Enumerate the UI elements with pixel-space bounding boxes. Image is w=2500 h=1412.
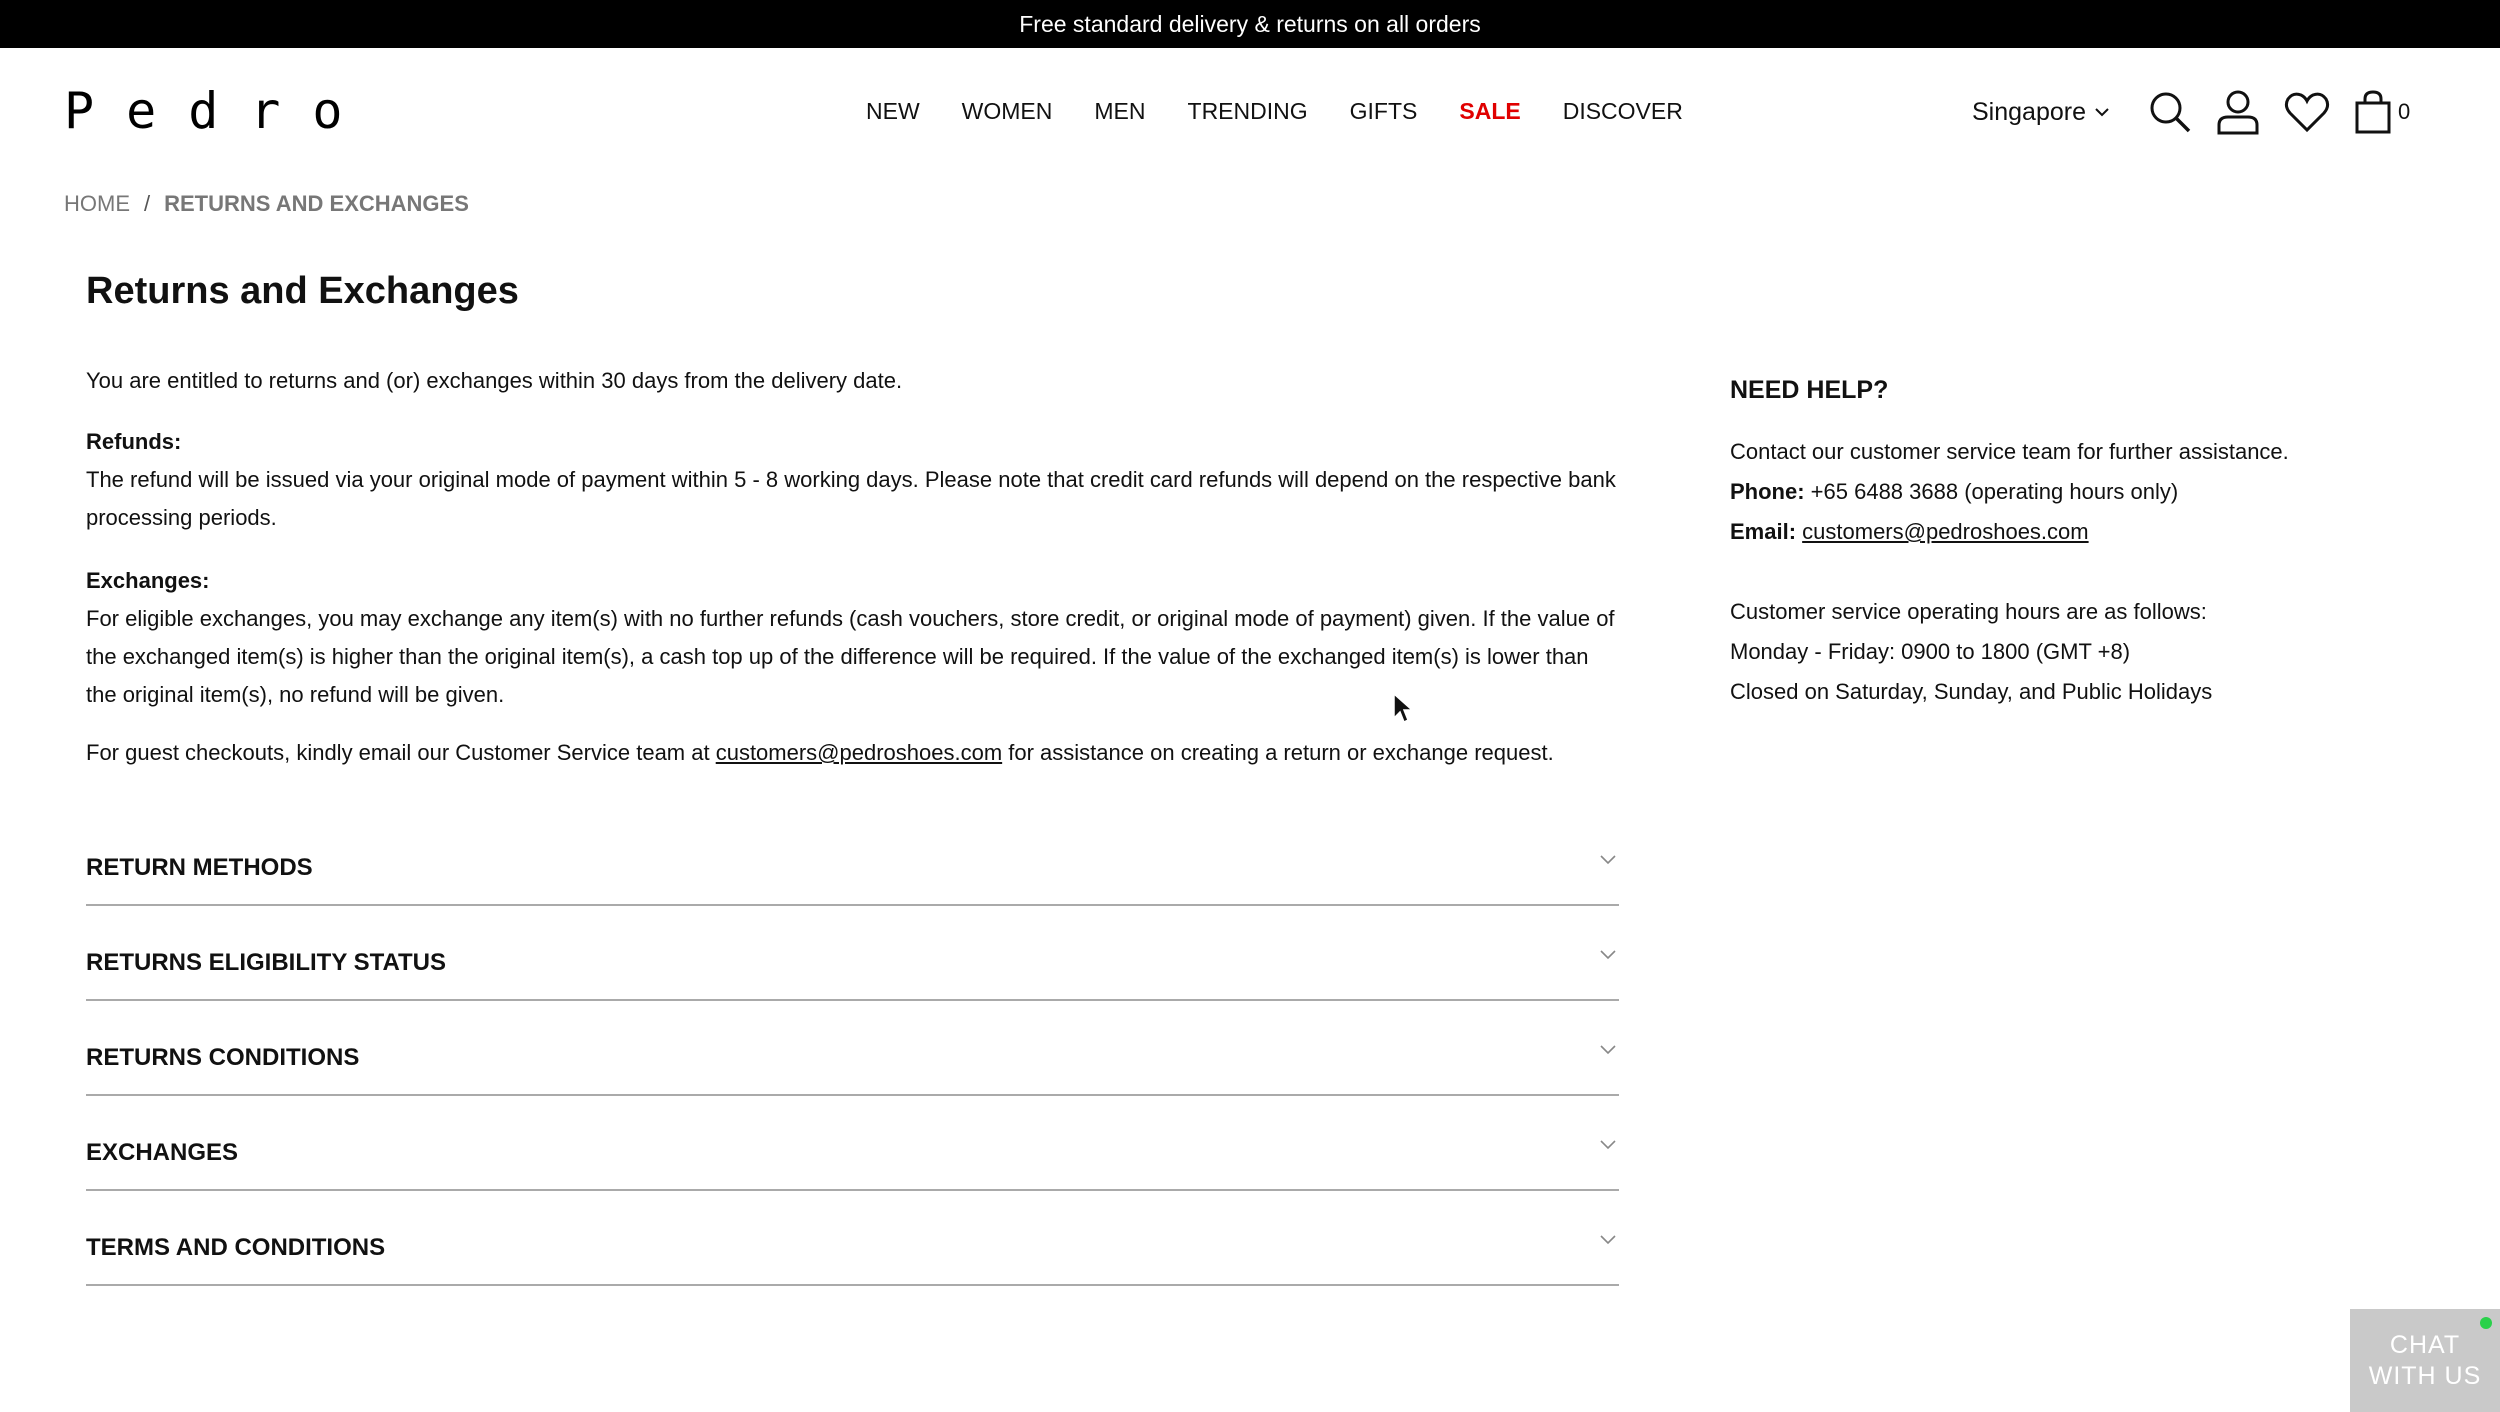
email-label: Email: bbox=[1730, 519, 1797, 544]
refunds-label: Refunds: bbox=[86, 429, 182, 454]
wishlist-button[interactable] bbox=[2284, 91, 2330, 133]
main-content bbox=[86, 270, 1621, 765]
nav-trending[interactable]: TRENDING bbox=[1187, 98, 1308, 124]
nav-women[interactable]: WOMEN bbox=[961, 98, 1053, 124]
accordion-label: EXCHANGES bbox=[86, 1139, 239, 1166]
chevron-down-icon bbox=[1599, 1040, 1617, 1056]
header-actions bbox=[1972, 84, 2410, 140]
chevron-down-icon bbox=[2094, 107, 2110, 117]
mouse-cursor-icon bbox=[1392, 692, 1414, 724]
chat-with-us-button[interactable] bbox=[2350, 1309, 2500, 1412]
search-icon bbox=[2148, 90, 2192, 134]
main-nav bbox=[866, 98, 1725, 125]
chevron-down-icon bbox=[1599, 1135, 1617, 1151]
guest-text-before: For guest checkouts, kindly email our Customer Service team at bbox=[86, 740, 716, 765]
breadcrumb-home[interactable]: HOME bbox=[64, 191, 130, 216]
pedro-logo[interactable]: Pedro bbox=[64, 82, 375, 140]
account-button[interactable] bbox=[2216, 89, 2260, 135]
accordion-label: TERMS AND CONDITIONS bbox=[86, 1234, 386, 1261]
guest-email-link[interactable]: customers@pedroshoes.com bbox=[715, 740, 1003, 765]
hours-closed: Closed on Saturday, Sunday, and Public Holidays bbox=[1730, 679, 2213, 704]
hours-intro: Customer service operating hours are as follows: bbox=[1730, 599, 2207, 624]
phone-value: +65 6488 3688 (operating hours only) bbox=[1804, 479, 2179, 504]
heart-icon bbox=[2284, 91, 2330, 133]
chevron-down-icon bbox=[1599, 945, 1617, 961]
nav-new[interactable]: NEW bbox=[866, 98, 920, 124]
chat-line-1: CHAT bbox=[2389, 1330, 2461, 1359]
breadcrumb bbox=[64, 191, 469, 217]
help-email-link[interactable]: customers@pedroshoes.com bbox=[1802, 519, 2089, 544]
nav-sale[interactable]: SALE bbox=[1459, 98, 1521, 124]
accordion-label: RETURN METHODS bbox=[86, 854, 313, 881]
page-title: Returns and Exchanges bbox=[86, 270, 519, 312]
accordion-exchanges[interactable] bbox=[86, 1097, 1619, 1191]
help-title: NEED HELP? bbox=[1730, 376, 1889, 404]
need-help-panel bbox=[1730, 370, 2350, 712]
accordion-returns-eligibility-status[interactable] bbox=[86, 907, 1619, 1001]
policy-accordion bbox=[86, 812, 1619, 1287]
chat-line-2: WITH US bbox=[2368, 1361, 2482, 1390]
nav-men[interactable]: MEN bbox=[1094, 98, 1146, 124]
accordion-return-methods[interactable] bbox=[86, 812, 1619, 906]
nav-discover[interactable]: DISCOVER bbox=[1562, 98, 1683, 124]
cart-button[interactable] bbox=[2354, 90, 2410, 134]
exchanges-section bbox=[86, 562, 1621, 714]
accordion-returns-conditions[interactable] bbox=[86, 1002, 1619, 1096]
search-button[interactable] bbox=[2148, 90, 2192, 134]
country-label: Singapore bbox=[1972, 97, 2086, 126]
phone-label: Phone: bbox=[1730, 479, 1805, 504]
refunds-section bbox=[86, 423, 1621, 537]
online-status-dot bbox=[2480, 1317, 2492, 1329]
breadcrumb-separator: / bbox=[144, 191, 151, 216]
announcement-text: Free standard delivery & returns on all orders bbox=[1019, 10, 1481, 37]
accordion-label: RETURNS CONDITIONS bbox=[86, 1044, 360, 1071]
user-icon bbox=[2216, 89, 2260, 135]
country-selector[interactable] bbox=[1972, 98, 2110, 127]
guest-text-after: for assistance on creating a return or exchange request. bbox=[1002, 740, 1554, 765]
accordion-label: RETURNS ELIGIBILITY STATUS bbox=[86, 949, 447, 976]
cart-count: 0 bbox=[2397, 99, 2411, 124]
nav-gifts[interactable]: GIFTS bbox=[1349, 98, 1418, 124]
breadcrumb-current: RETURNS AND EXCHANGES bbox=[164, 191, 469, 216]
refunds-text: The refund will be issued via your original mode of payment within 5 - 8 working days. Please note that credit card refunds will depend on the respective bank processing periods. bbox=[86, 467, 1616, 530]
help-contact-text: Contact our customer service team for further assistance. bbox=[1730, 439, 2289, 464]
announcement-bar bbox=[0, 0, 2500, 48]
accordion-terms-and-conditions[interactable] bbox=[86, 1192, 1619, 1286]
exchanges-label: Exchanges: bbox=[86, 568, 210, 593]
shopping-bag-icon bbox=[2354, 90, 2392, 134]
guest-checkout-note bbox=[86, 734, 1621, 772]
chevron-down-icon bbox=[1599, 850, 1617, 866]
intro-text: You are entitled to returns and (or) exchanges within 30 days from the delivery date. bbox=[86, 368, 903, 393]
exchanges-text: For eligible exchanges, you may exchange any item(s) with no further refunds (cash vouchers, store credit, or original mode of payment) given. If the value of the exchanged item(s) is higher than the original item(s), a cash top up of the difference will be required. If the value of the exchanged item(s) is lower than the original item(s), no refund will be given. bbox=[86, 606, 1615, 707]
chevron-down-icon bbox=[1599, 1230, 1617, 1246]
hours-weekday: Monday - Friday: 0900 to 1800 (GMT +8) bbox=[1730, 639, 2131, 664]
